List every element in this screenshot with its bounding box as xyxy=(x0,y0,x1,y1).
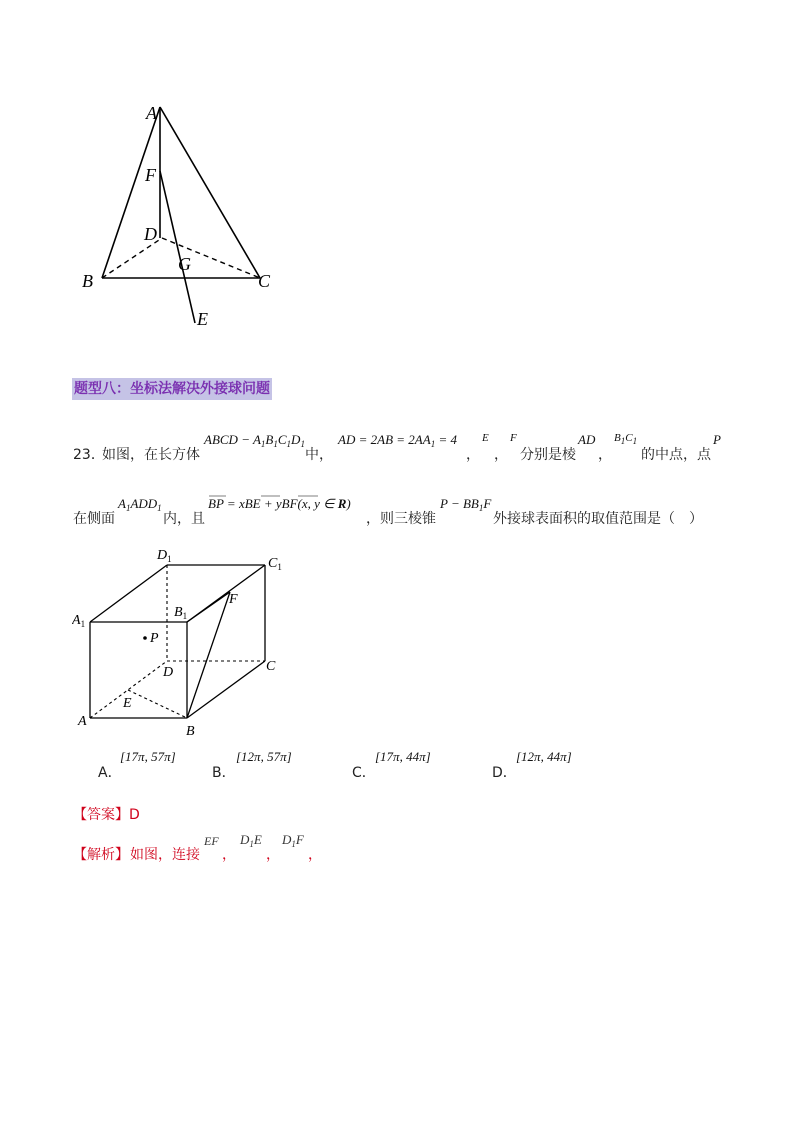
segment-D1F: $D_1F$ xyxy=(282,832,304,849)
point-F: F xyxy=(510,432,517,444)
cuboid-figure xyxy=(72,545,302,745)
answer-line xyxy=(73,804,140,824)
tetrahedron-figure xyxy=(70,95,300,335)
label-E: E xyxy=(197,309,208,329)
vector-equation: BP = xBE + yBF(x, y ∈ R) xyxy=(208,496,351,511)
label-D: D xyxy=(144,224,157,244)
label-B: B xyxy=(186,724,195,739)
question-text-2: 中， xyxy=(305,447,333,463)
answer-value: D xyxy=(129,807,140,823)
label-C1: $C_1$ xyxy=(268,556,282,572)
question-text-5: 分别是棱 xyxy=(520,447,576,463)
question-text-4: ， xyxy=(494,447,508,463)
answer-tag: 【答案】 xyxy=(73,807,129,823)
option-c-value[interactable]: [17π, 44π] xyxy=(375,749,431,764)
question-text-7: 的中点，点 xyxy=(641,447,711,463)
question-text-6: ， xyxy=(598,447,612,463)
question-text-8: 在侧面 xyxy=(73,511,115,527)
analysis-sep-3: ， xyxy=(308,847,322,863)
condition: AD = $2AB = 2AA_1 = 4$ xyxy=(338,432,457,449)
pyramid-name: $P - BB_1F$ xyxy=(440,496,492,513)
label-F: F xyxy=(229,592,238,607)
question-text-1: 如图，在长方体 xyxy=(102,447,200,463)
option-a-letter[interactable]: A． xyxy=(98,765,122,781)
section-title: 题型八：坐标法解决外接球问题 xyxy=(72,378,272,400)
option-b-letter[interactable]: B． xyxy=(212,765,236,781)
analysis-sep-2: ， xyxy=(266,847,280,863)
point-P: P xyxy=(713,432,721,447)
face-name: $A_1ADD_1$ xyxy=(118,496,162,513)
solid-name: ABCD − $A_1B_1C_1D_1$ xyxy=(204,432,305,449)
analysis-sep-1: ， xyxy=(222,847,236,863)
question-text-10: ，则三棱锥 xyxy=(366,511,436,527)
question-text-3: ， xyxy=(466,447,480,463)
analysis-text: 如图，连接 xyxy=(130,847,200,863)
segment-EF: EF xyxy=(204,834,219,848)
label-D1: $D_1$ xyxy=(157,548,172,564)
label-B1: $B_1$ xyxy=(174,605,188,621)
label-A1: $A_1$ xyxy=(72,613,86,629)
edge-B1C1: $B_1C_1$ xyxy=(614,432,638,446)
label-E: E xyxy=(123,696,132,711)
label-C: C xyxy=(258,271,271,291)
label-G: G xyxy=(178,254,191,274)
label-P: P xyxy=(150,631,159,646)
label-B: B xyxy=(82,271,93,291)
label-A: A xyxy=(78,714,87,729)
label-D: D xyxy=(163,665,174,680)
option-d-value[interactable]: [12π, 44π] xyxy=(516,749,572,764)
label-C: C xyxy=(266,659,276,674)
segment-D1E: $D_1E$ xyxy=(240,832,262,849)
option-b-value[interactable]: [12π, 57π] xyxy=(236,749,292,764)
question-number: 23． xyxy=(73,447,105,463)
vector-arrows xyxy=(208,492,368,500)
edge-AD: AD xyxy=(578,432,596,447)
option-a-value[interactable]: [17π, 57π] xyxy=(120,749,176,764)
analysis-tag: 【解析】 xyxy=(73,847,129,863)
question-text-9: 内，且 xyxy=(163,511,205,527)
question-text-11: 外接球表面积的取值范围是（ ） xyxy=(493,511,703,527)
label-A: A xyxy=(146,103,157,123)
option-d-letter[interactable]: D． xyxy=(492,765,517,781)
option-c-letter[interactable]: C． xyxy=(352,765,376,781)
label-F: F xyxy=(145,165,156,185)
point-E: E xyxy=(482,432,489,444)
